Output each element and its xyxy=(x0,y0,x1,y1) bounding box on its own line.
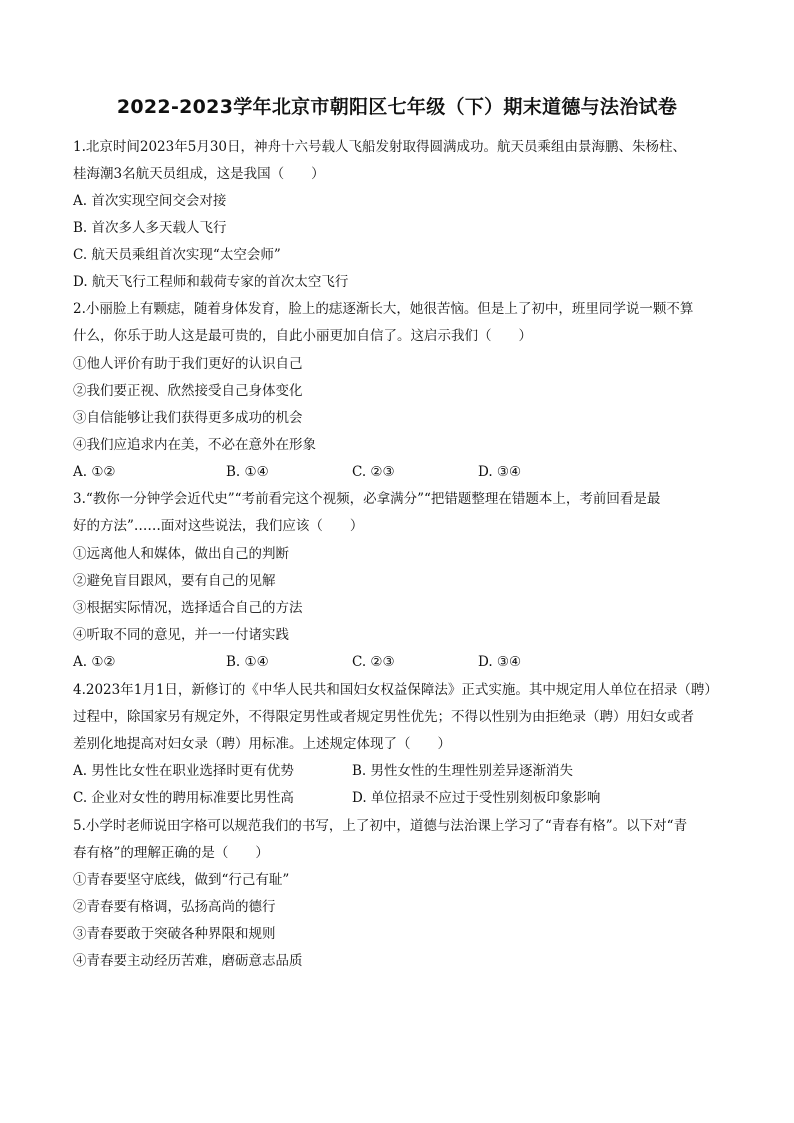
q5-stem-line-1: 5.小学时老师说田字格可以规范我们的书写，上了初中，道德与法治课上学习了“青春有格”。以下对“青 xyxy=(73,818,688,834)
q3-statement-2: ②避免盲目跟风，要有自己的见解 xyxy=(73,573,276,589)
q2-statement-4: ④我们应追求内在美，不必在意外在形象 xyxy=(73,437,316,453)
q2-option-d: D. ③④ xyxy=(478,464,522,480)
q3-statement-3: ③根据实际情况，选择适合自己的方法 xyxy=(73,600,303,616)
q5-stem-line-2: 春有格”的理解正确的是（ ） xyxy=(73,845,269,861)
q3-options-row xyxy=(73,653,733,671)
q2-option-a: A. ①② xyxy=(73,464,116,480)
q4-option-b: B. 男性女性的生理性别差异逐渐消失 xyxy=(352,763,574,779)
q5-statement-3: ③青春要敢于突破各种界限和规则 xyxy=(73,926,276,942)
q2-statement-1: ①他人评价有助于我们更好的认识自己 xyxy=(73,356,303,372)
q2-statement-3: ③自信能够让我们获得更多成功的机会 xyxy=(73,410,303,426)
q2-stem-line-2: 什么，你乐于助人这是最可贵的，自此小丽更加自信了。这启示我们（ ） xyxy=(73,328,532,344)
q3-option-d: D. ③④ xyxy=(478,654,522,670)
q4-stem-line-2: 过程中，除国家另有规定外，不得限定男性或者规定男性优先；不得以性别为由拒绝录（聘）用妇女或者 xyxy=(73,709,694,725)
q2-statement-2: ②我们要正视、欣然接受自己身体变化 xyxy=(73,383,303,399)
q3-stem-line-1: 3.“教你一分钟学会近代史”“考前看完这个视频，必拿满分”“把错题整理在错题本上，考前回看是最 xyxy=(73,491,661,507)
q3-option-c: C. ②③ xyxy=(352,654,395,670)
q4-options-row-1 xyxy=(73,762,733,780)
q3-option-b: B. ①④ xyxy=(226,654,269,670)
q1-option-b: B. 首次多人多天载人飞行 xyxy=(73,220,227,236)
q3-statement-4: ④听取不同的意见，并一一付诸实践 xyxy=(73,627,289,643)
q5-statement-1: ①青春要坚守底线，做到“行己有耻” xyxy=(73,872,290,888)
exam-title: 2022-2023学年北京市朝阳区七年级（下）期末道德与法治试卷 xyxy=(116,96,678,118)
q1-option-c: C. 航天员乘组首次实现“太空会师” xyxy=(73,247,281,263)
q2-stem-line-1: 2.小丽脸上有颗痣，随着身体发育，脸上的痣逐渐长大，她很苦恼。但是上了初中，班里同学说一颗不算 xyxy=(73,301,694,317)
q3-option-a: A. ①② xyxy=(73,654,116,670)
q1-stem-line-1: 1.北京时间2023年5月30日，神舟十六号载人飞船发射取得圆满成功。航天员乘组由景海鹏、朱杨柱、 xyxy=(73,139,687,155)
q5-statement-4: ④青春要主动经历苦难，磨砺意志品质 xyxy=(73,953,303,969)
q1-option-d: D. 航天飞行工程师和载荷专家的首次太空飞行 xyxy=(73,274,349,290)
q1-option-a: A. 首次实现空间交会对接 xyxy=(73,193,227,209)
q2-option-c: C. ②③ xyxy=(352,464,395,480)
q2-options-row xyxy=(73,463,733,481)
q3-statement-1: ①远离他人和媒体，做出自己的判断 xyxy=(73,546,289,562)
q2-option-b: B. ①④ xyxy=(226,464,269,480)
q4-stem-line-1: 4.2023年1月1日，新修订的《中华人民共和国妇女权益保障法》正式实施。其中规定用人单位在招录（聘） xyxy=(73,682,718,698)
q4-option-a: A. 男性比女性在职业选择时更有优势 xyxy=(73,763,294,779)
q1-stem-line-2: 桂海潮3名航天员组成，这是我国（ ） xyxy=(73,166,325,182)
q4-option-d: D. 单位招录不应过于受性别刻板印象影响 xyxy=(352,790,601,806)
q4-option-c: C. 企业对女性的聘用标准要比男性高 xyxy=(73,790,294,806)
q5-statement-2: ②青春要有格调，弘扬高尚的德行 xyxy=(73,899,276,915)
q4-stem-line-3: 差别化地提高对妇女录（聘）用标准。上述规定体现了（ ） xyxy=(73,736,451,752)
q4-options-row-2 xyxy=(73,789,733,807)
q3-stem-line-2: 好的方法”……面对这些说法，我们应该（ ） xyxy=(73,518,364,534)
